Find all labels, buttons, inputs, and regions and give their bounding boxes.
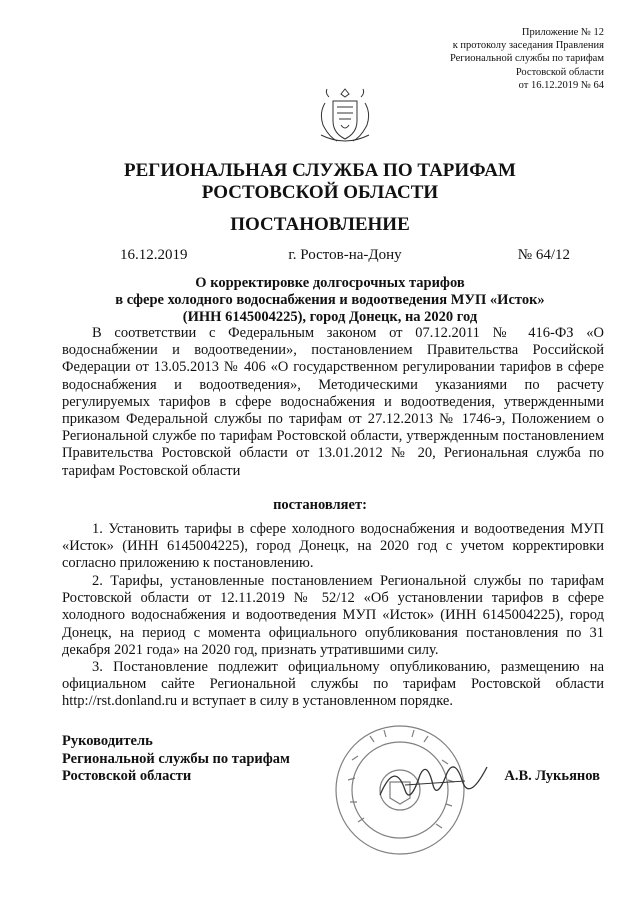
document-city: г. Ростов-на-Дону [288,247,402,263]
signer-name: А.В. Лукьянов [504,768,600,784]
subject-line: (ИНН 6145004225), город Донецк, на 2020 год [182,309,478,325]
signer-title [62,733,290,786]
preamble-paragraph: В соответствии с Федеральным законом от 07.12.2011 № 416-ФЗ «О водоснабжении и водоотведении», постановлением Правительства Российской Федерации от 13.05.2013 № 406 «О государственном регулировании тарифов в сфере водоснабжения и водоотведения», Методическими указаниями по расчету регулируемых тарифов в сфере водоснабжения и водоотведения, утвержденными приказом Федеральной службы по тарифам от 27.12.2013 № 1746-э, Положением о Региональной службе по тарифам Ростовской области, утвержденным постановлением Правительства Ростовской области от 13.01.2012 № 20, Региональная служба по тарифам Ростовской области [62,325,604,479]
appendix-line: от 16.12.2019 № 64 [518,79,604,91]
signer-title-line: Региональной службы по тарифам [62,750,290,767]
document-type: ПОСТАНОВЛЕНИЕ [230,214,410,235]
appendix-note [450,26,604,92]
document-number: № 64/12 [517,247,570,263]
resolves-heading: постановляет: [273,497,367,513]
resolution-item-1: 1. Установить тарифы в сфере холодного водоснабжения и водоотведения МУП «Исток» (ИНН 6145004225), город Донецк, на 2020 год с учетом корректировки согласно приложению к постановлению. [62,521,604,572]
org-line: РЕГИОНАЛЬНАЯ СЛУЖБА ПО ТАРИФАМ [124,160,516,181]
organization-name [0,160,640,204]
appendix-line: к протоколу заседания Правления [452,40,604,52]
document-subject [60,275,600,326]
org-line: РОСТОВСКОЙ ОБЛАСТИ [201,182,439,203]
resolution-item-2: 2. Тарифы, установленные постановлением Региональной службы по тарифам Ростовской области от 12.11.2019 № 52/12 «Об установлении тарифов в сфере холодного водоснабжения и водоотведения МУП «Исток» (ИНН 6145004225), город Донецк, на период с момента официального опубликования постановления по 31 декабря 2021 года» на 2020 год, признать утратившими силу. [62,573,604,658]
coat-of-arms-icon [315,85,375,147]
appendix-line: Региональной службы по тарифам [449,53,604,65]
subject-line: в сфере холодного водоснабжения и водоотведения МУП «Исток» [115,292,545,308]
handwritten-signature-icon [375,755,495,810]
resolution-item-3: 3. Постановление подлежит официальному опубликованию, размещению на официальном сайте Региональной службы по тарифам Ростовской области http://rst.donland.ru и вступает в силу в установленном порядке. [62,659,604,710]
document-date: 16.12.2019 [120,247,188,263]
subject-line: О корректировке долгосрочных тарифов [195,275,465,291]
signer-title-line: Руководитель [62,733,153,749]
signer-title-line: Ростовской области [62,768,192,784]
appendix-line: Ростовской области [515,66,604,78]
appendix-line: Приложение № 12 [521,27,604,38]
